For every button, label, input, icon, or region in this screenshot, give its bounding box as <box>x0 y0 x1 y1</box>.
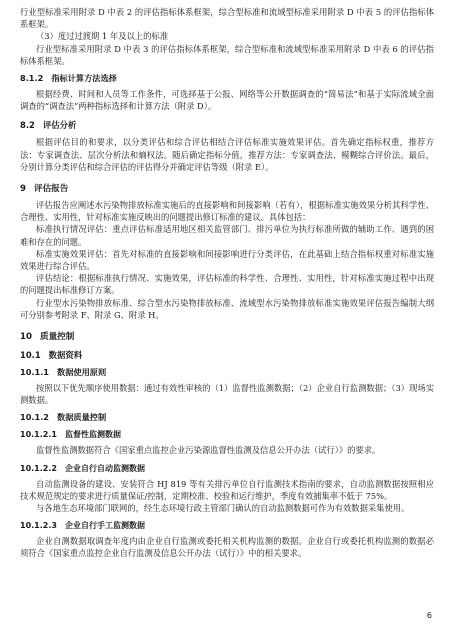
section-number: 10.1.2.1 <box>20 430 57 440</box>
section-number: 9 <box>20 184 26 195</box>
section-number: 10.1.2.2 <box>20 463 57 473</box>
section-heading-9 <box>20 182 434 194</box>
paragraph: 监督性监测数据符合《国家重点监控企业污染源监督性监测及信息公开办法（试行）》的要求。 <box>36 445 381 456</box>
paragraph: 标准实施效果评估：首先对标准的直接影响和间接影响进行分类评估，在此基础上结合指标权重对标准实施效果进行综合评估。 <box>20 248 434 272</box>
paragraph: 行业型水污染物排放标准、综合型水污染物排放标准、流域型水污染物排放标准实施效果评估报告编制大纲可分别参考附录 F、附录 G、附录 H。 <box>20 297 434 320</box>
paragraph: 企业自测数据取调查年度内由企业自行监测或委托相关机构监测的数据。企业自行或委托机构监测的数据必须符合《国家重点监控企业自行监测及信息公开办法（试行）》中的相关要求。 <box>20 536 434 559</box>
paragraph: 根据评估目的和要求，以分类评估和综合评估相结合评估标准实施效果评估。首先确定指标权重，推荐方法：专家调查法、层次分析法和熵权法。随后确定指标分值，推荐方法：专家调查法、模糊综合评价法。最后，分别计算分类评估和综合评估的评估得分并确定评估等级（附录 E）。 <box>20 137 434 172</box>
section-number: 10 <box>20 332 32 343</box>
section-number: 10.1 <box>20 350 41 361</box>
paragraph: 标准执行情况评估：重点评估标准适用地区相关监管部门、排污单位为执行标准所做的辅助工作、遇到的困难和存在的问题。 <box>20 224 434 247</box>
section-number: 8.1.2 <box>20 73 44 84</box>
section-heading-10-1-2-1 <box>20 429 434 440</box>
section-title: 数据使用原则 <box>57 367 107 378</box>
page-number: 6 <box>426 611 432 620</box>
section-title: 评估报告 <box>33 184 69 195</box>
section-number: 10.1.1 <box>20 367 50 378</box>
section-number: 8.2 <box>20 120 35 131</box>
section-number: 10.1.2.3 <box>20 521 57 531</box>
paragraph: 自动监测设备的建设、安装符合 HJ 819 等有关排污单位自行监测技术指南的要求，自动监测数据按照相应技术规范规定的要求进行质量保证/控制，定期校准、校验和运行维护，季度有效捕集率不低于 75%。 <box>20 478 434 501</box>
section-title: 数据资料 <box>48 350 83 361</box>
paragraph: 评估结论：根据标准执行情况、实施效果，评估标准的科学性、合理性、实用性，针对标准实施过程中出现的问题提出标准修订方案。 <box>20 273 434 296</box>
section-title: 评估分析 <box>42 120 77 131</box>
section-title: 指标计算方法选择 <box>51 73 117 84</box>
section-title: 企业自行自动监测数据 <box>64 463 145 473</box>
paragraph: 行业型标准采用附录 D 中表 3 的评估指标体系框架，综合型标准和流域型标准采用附录 D 中表 6 的评估指标体系框架。 <box>20 43 434 66</box>
paragraph: 与各地生态环境部门联网的，经生态环境行政主管部门确认的自动监测数据可作为有效数据采集使用。 <box>36 503 410 514</box>
paragraph: 按照以下优先顺序使用数据：通过有效性审核的（1）监督性监测数据；（2）企业自行监测数据；（3）现场实测数据。 <box>20 383 434 406</box>
paragraph: 行业型标准采用附录 D 中表 2 的评估指标体系框架，综合型标准和流域型标准采用附录 D 中表 5 的评估指标体系框架。 <box>20 7 434 30</box>
paragraph: （3）度过过渡期 1 年及以上的标准 <box>36 31 168 42</box>
section-heading-10-1-1 <box>20 367 434 378</box>
section-number: 10.1.2 <box>20 412 50 423</box>
section-title: 数据质量控制 <box>57 412 107 423</box>
section-title: 质量控制 <box>39 332 75 343</box>
section-heading-10-1-2 <box>20 412 434 423</box>
section-heading-10 <box>20 330 434 342</box>
section-heading-10-1-2-2 <box>20 463 434 474</box>
section-heading-8-2 <box>20 119 434 131</box>
paragraph: 根据经费、时间和人员等工作条件，可选择基于公报、网络等公开数据调查的“简易法”和基于实际流域全面调查的“调查法”两种指标选择和计算方法（附录 D）。 <box>20 89 434 112</box>
section-title: 监督性监测数据 <box>64 430 121 440</box>
paragraph: 评估报告应阐述水污染物排放标准实施后的直接影响和间接影响（若有），根据标准实施效果分析其科学性、合理性、实用性，针对标准实施反映出的问题提出修订标准的建议。具体包括： <box>20 200 434 223</box>
section-title: 企业自行手工监测数据 <box>64 521 145 531</box>
section-heading-10-1-2-3 <box>20 520 434 531</box>
section-heading-8-1-2 <box>20 73 434 84</box>
section-heading-10-1 <box>20 349 434 361</box>
